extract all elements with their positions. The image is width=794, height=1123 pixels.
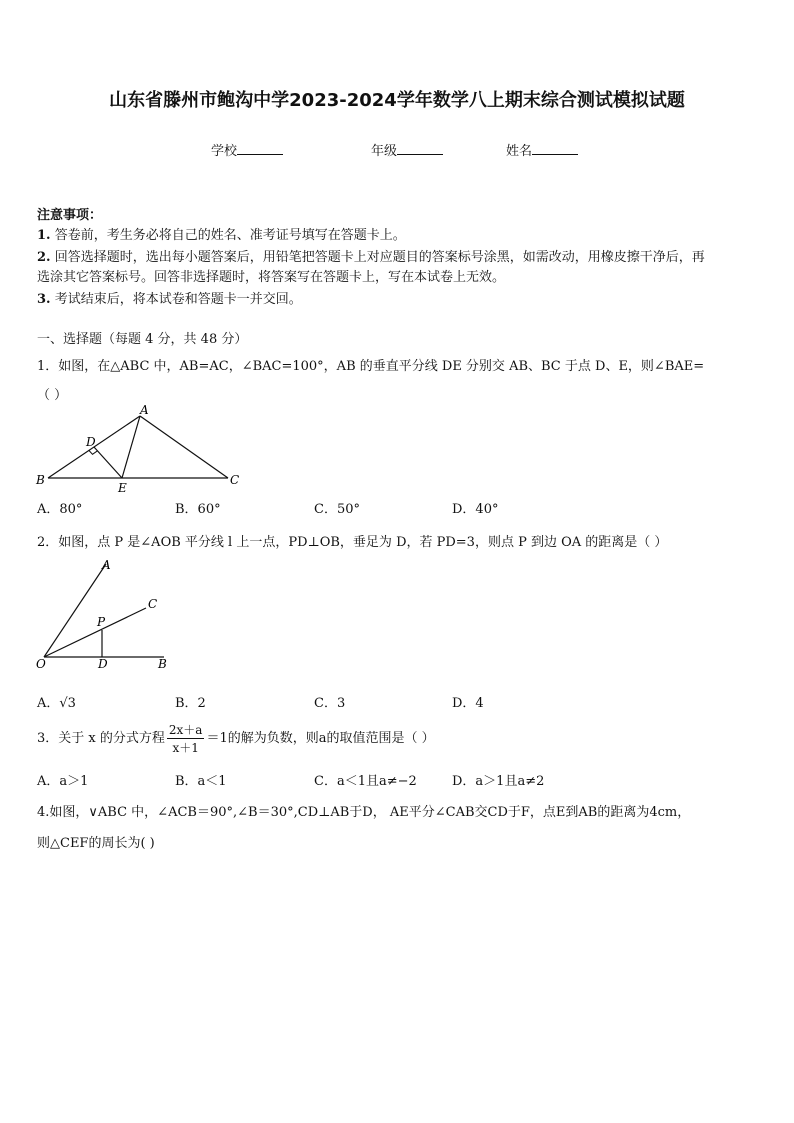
notice-item-2-cont: 选涂其它答案标号。回答非选择题时，将答案写在答题卡上，写在本试卷上无效。 <box>37 270 506 285</box>
q3-option-b[interactable]: B．a＜1 <box>175 774 227 789</box>
q1-label-d: D <box>86 435 96 449</box>
q2-label-b: B <box>158 657 167 671</box>
notice-item-1: 1. 答卷前，考生务必将自己的姓名、准考证号填写在答题卡上。 <box>37 228 406 243</box>
q2-label-o: O <box>36 657 46 671</box>
q2-label-c: C <box>148 597 158 611</box>
q1-right-angle-mark <box>89 451 98 455</box>
name-field[interactable] <box>506 140 578 159</box>
q1-label-a: A <box>140 404 149 417</box>
q1-text: 1．如图，在△ABC 中，AB=AC，∠BAC=100°，AB 的垂直平分线 DE 分别交 AB、BC 于点 D、E，则∠BAE= <box>37 359 705 374</box>
page-title: 山东省滕州市鲍沟中学2023-2024学年数学八上期末综合测试模拟试题 <box>109 90 685 111</box>
q1-label-e: E <box>118 481 127 495</box>
grade-label: 年级 <box>371 144 398 159</box>
q1-option-a[interactable]: A．80° <box>37 502 83 517</box>
q2-label-d: D <box>98 657 108 671</box>
q1-paren: （ ） <box>37 388 68 403</box>
q4-text-line1: 4.如图，∨ABC 中，∠ACB＝90°,∠B＝30°,CD⊥AB于D， AE平分∠CAB交CD于F，点E到AB的距离为4cm， <box>37 805 691 820</box>
q2-label-a: A <box>102 558 111 572</box>
q1-option-b[interactable]: B．60° <box>175 502 221 517</box>
q2-option-b[interactable]: B．2 <box>175 696 206 711</box>
name-blank[interactable] <box>532 142 578 155</box>
notice-item-3: 3. 考试结束后，将本试卷和答题卡一并交回。 <box>37 292 302 307</box>
q3-option-c[interactable]: C．a＜1且a≠−2 <box>314 774 417 789</box>
q1-segment-ae <box>122 416 140 478</box>
notice-heading: 注意事项： <box>37 208 103 223</box>
name-label: 姓名 <box>506 144 533 159</box>
q1-option-d[interactable]: D．40° <box>452 502 499 517</box>
q2-angle-figure <box>30 556 180 674</box>
section-heading: 一、选择题（每题 4 分，共 48 分） <box>37 332 248 347</box>
q2-label-p: P <box>97 615 106 629</box>
q1-segment-de <box>94 447 122 478</box>
q1-segment-ac <box>140 416 228 478</box>
school-label: 学校 <box>211 144 238 159</box>
q3-option-d[interactable]: D．a＞1且a≠2 <box>452 774 545 789</box>
q3-option-a[interactable]: A．a＞1 <box>37 774 89 789</box>
q2-ray-oa <box>44 564 106 657</box>
q1-option-c[interactable]: C．50° <box>314 502 360 517</box>
school-field[interactable] <box>211 140 283 159</box>
grade-field[interactable] <box>371 140 443 159</box>
q1-label-b: B <box>36 473 45 487</box>
school-blank[interactable] <box>237 142 283 155</box>
q4-text-line2: 则△CEF的周长为( ) <box>37 836 155 851</box>
q1-label-c: C <box>230 473 240 487</box>
q2-text: 2．如图，点 P 是∠AOB 平分线 l 上一点，PD⊥OB，垂足为 D，若 PD=3，则点 P 到边 OA 的距离是（ ） <box>37 535 668 550</box>
grade-blank[interactable] <box>397 142 443 155</box>
q2-ray-oc <box>44 608 146 657</box>
q3-text: 3．关于 x 的分式方程 $\frac{2x+a}{x+1}$ ＝1的解为负数，则a的取值范围是（ ） <box>37 723 435 755</box>
q2-option-a[interactable]: A．√3 <box>37 696 76 711</box>
q1-triangle-figure <box>30 404 250 496</box>
q3-fraction: $\frac{2x+a}{x+1}$ <box>168 723 203 755</box>
q2-option-d[interactable]: D．4 <box>452 696 484 711</box>
notice-item-2: 2. 回答选择题时，选出每小题答案后，用铅笔把答题卡上对应题目的答案标号涂黑，如需改动，用橡皮擦干净后，再 <box>37 250 705 265</box>
q2-option-c[interactable]: C．3 <box>314 696 346 711</box>
